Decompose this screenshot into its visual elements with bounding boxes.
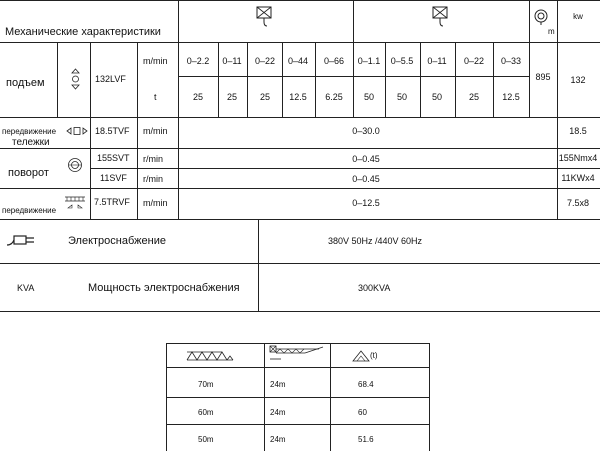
- slewing-motor-1: 155SVT: [97, 153, 130, 163]
- trolley-range: 0–30.0: [352, 126, 380, 136]
- radius-cell: 24m: [270, 435, 286, 444]
- drum-height-icon: [533, 8, 549, 26]
- trolley-label-line2: тележки: [12, 137, 50, 148]
- boom-height-icon: [186, 350, 234, 362]
- travel-rail-icon: [64, 195, 86, 209]
- hoist-speed: 0–66: [323, 56, 345, 66]
- trolley-kw: 18.5: [569, 126, 587, 136]
- hoist-height: 895: [535, 72, 551, 82]
- height-cell: 70m: [198, 380, 214, 389]
- trolley-motor: 18.5TVF: [95, 126, 130, 136]
- hoist-kw: 132: [570, 75, 586, 85]
- power-capacity-value: 300KVA: [358, 283, 391, 293]
- power-capacity-unit: KVA: [17, 283, 35, 293]
- slewing-unit-1: r/min: [143, 154, 163, 164]
- hoist-speed: 0–22: [463, 56, 485, 66]
- trolley-label-line1: передвижение: [2, 127, 57, 136]
- radius-cell: 24m: [270, 380, 286, 389]
- travel-kw: 7.5x8: [566, 198, 590, 208]
- power-plug-icon: [6, 231, 40, 247]
- load-unit: (t): [370, 351, 378, 360]
- hoist-speed-unit: m/min: [143, 56, 168, 66]
- hoist-load: 6.25: [325, 92, 343, 102]
- slewing-motor-2: 11SVF: [100, 173, 127, 183]
- hoist-hook-icon-single: [256, 6, 272, 28]
- power-capacity-label: Мощность электроснабжения: [88, 282, 240, 294]
- trolley-unit: m/min: [143, 126, 168, 136]
- travel-unit: m/min: [143, 198, 168, 208]
- power-supply-label: Электроснабжение: [68, 235, 166, 247]
- slewing-range-1: 0–0.45: [352, 154, 380, 164]
- hoist-hook-icon-double: [432, 6, 448, 28]
- load-cell: 60: [358, 408, 367, 417]
- hoist-arrows-icon: [71, 68, 80, 90]
- power-supply-value: 380V 50Hz /440V 60Hz: [328, 236, 423, 246]
- hoist-load: 50: [396, 92, 408, 102]
- spec-title: Механические характеристики: [5, 26, 161, 38]
- hoist-label: подъем: [6, 77, 45, 89]
- radius-cell: 24m: [270, 408, 286, 417]
- hoist-speed: 0–33: [500, 56, 522, 66]
- hoist-load: 12.5: [502, 92, 520, 102]
- load-cell: 51.6: [358, 435, 374, 444]
- hoist-speed: 0–22: [254, 56, 276, 66]
- hoist-load: 25: [468, 92, 480, 102]
- load-cell: 68.4: [358, 380, 374, 389]
- height-unit: m: [548, 27, 555, 36]
- hoist-speed: 0–5.5: [390, 56, 414, 66]
- hoist-load: 25: [192, 92, 204, 102]
- hoist-motor: 132LVF: [95, 74, 126, 84]
- trolley-arrows-icon: [66, 126, 88, 136]
- hoist-load: 25: [259, 92, 271, 102]
- slewing-label: поворот: [8, 167, 49, 179]
- hoist-speed: 0–1.1: [357, 56, 381, 66]
- hoist-speed: 0–11: [427, 56, 447, 66]
- hoist-load: 12.5: [289, 92, 307, 102]
- slewing-kw-2: 11KWx4: [561, 173, 595, 183]
- slewing-kw-1: 155Nmx4: [558, 153, 598, 163]
- jib-radius-icon: [269, 345, 325, 363]
- tower-load-icon: [352, 350, 370, 362]
- travel-label: передвижение: [2, 206, 57, 215]
- hoist-load: 50: [363, 92, 375, 102]
- hoist-load: 50: [431, 92, 443, 102]
- slewing-unit-2: r/min: [143, 174, 163, 184]
- height-cell: 50m: [198, 435, 214, 444]
- hoist-speed: 0–44: [287, 56, 309, 66]
- travel-range: 0–12.5: [352, 198, 380, 208]
- hoist-load-unit: t: [154, 92, 157, 102]
- hoist-load: 25: [226, 92, 238, 102]
- hoist-speed: 0–11: [222, 56, 242, 66]
- travel-motor: 7.5TRVF: [94, 197, 130, 207]
- slewing-rotation-icon: [67, 157, 83, 173]
- kw-unit: kw: [573, 12, 583, 21]
- slewing-range-2: 0–0.45: [352, 174, 380, 184]
- height-cell: 60m: [198, 408, 214, 417]
- hoist-speed: 0–2.2: [186, 56, 210, 66]
